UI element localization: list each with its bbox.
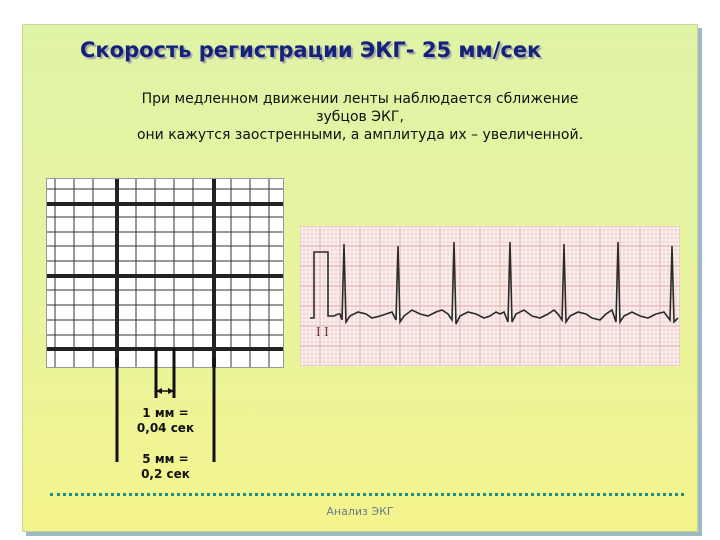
intro-line-2: зубцов ЭКГ, (316, 109, 404, 125)
scale-1mm-label: 1 мм = 0,04 сек (136, 406, 195, 435)
scale-5mm-label: 5 мм = 0,2 сек (141, 452, 190, 481)
footer-text: Анализ ЭКГ (326, 505, 394, 518)
intro-line-3: они кажутся заостренными, а амплитуда их – увеличенной. (136, 127, 584, 143)
lead-label: I I (316, 325, 329, 340)
ecg-strip (300, 226, 680, 366)
slide-title: Скорость регистрации ЭКГ- 25 мм/сек (80, 38, 542, 62)
ecg-strip-svg (300, 226, 680, 366)
footer-divider (50, 493, 684, 496)
intro-line-1: При медленном движении ленты наблюдается сближение (141, 91, 579, 107)
